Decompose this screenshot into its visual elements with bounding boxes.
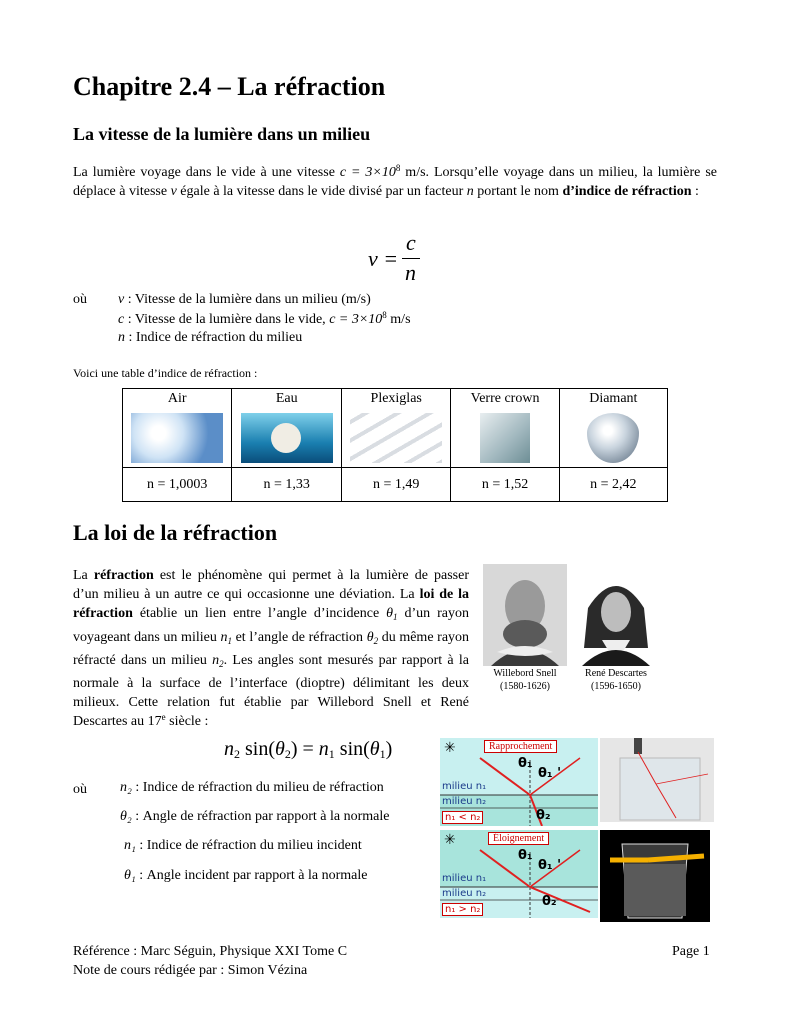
material-crown-glass: Verre crown: [451, 389, 559, 468]
laser-tank-photo: [600, 738, 714, 822]
footer-note: Note de cours rédigée par : Simon Vézina: [73, 963, 308, 978]
table-intro: Voici une table d’indice de réfraction :: [73, 366, 258, 380]
value-plexiglas: n = 1,49: [341, 468, 450, 502]
speed-formula: v = c n: [368, 232, 448, 288]
page-title: Chapitre 2.4 – La réfraction: [73, 72, 386, 101]
polar-bear-image: [241, 413, 333, 463]
refraction-diagram-departure: ✳ Éloignement θ₁ θ₁ ' milieu n₁ milieu n₂ n₁ > n₂ θ₂: [440, 830, 598, 918]
refraction-index-table: [122, 388, 668, 502]
law-def-theta1: θ₁ : Angle incident par rapport à la normale: [124, 868, 368, 883]
table-value-row: [123, 468, 668, 502]
section-heading-law: La loi de la réfraction: [73, 520, 278, 545]
def-v: v : Vitesse de la lumière dans un milieu (m/s): [118, 292, 371, 307]
value-diamond: n = 2,42: [559, 468, 667, 502]
material-diamond: Diamant: [559, 389, 667, 468]
clouds-image: [131, 413, 223, 463]
pencil-glass-photo: [600, 830, 710, 922]
svg-text:✳: ✳: [444, 832, 456, 848]
material-air: Air: [123, 389, 232, 468]
value-water: n = 1,33: [232, 468, 341, 502]
descartes-caption: René Descartes (1596-1650): [585, 668, 647, 692]
bold-term: d’indice de réfraction: [562, 184, 692, 199]
refraction-diagram-approach: ✳ Rapprochement θ₁ θ₁ ' milieu n₁ milieu n₂ n₁ < n₂ θ₂: [440, 738, 598, 826]
law-paragraph: La réfraction est le phénomène qui permet à la lumière de passer d’un milieu à un autre ce qui occasionne une déviation. La loi de la réfraction établie un lien entre l’angle d’incidence $\theta_1$ d’un rayon voyageant dans un milieu $n_1$ et l’angle de réfraction $\theta_2$ du même rayon réfracté dans un milieu $n_2$. Les angles sont mesurés par rapport à la normale à la surface de l’interface (dioptre) délimitant les deux milieux. Cette relation fut établie par Willebord Snell et René Descartes au 17e siècle :: [73, 568, 470, 730]
material-plexiglas: Plexiglas: [341, 389, 450, 468]
fraction-bar: [402, 258, 420, 259]
glass-prism-image: [480, 413, 530, 463]
def-c: c : Vitesse de la lumière dans le vide, $c = 3\times 10^8$ m/s: [118, 310, 411, 327]
material-water: Eau: [232, 389, 341, 468]
page-number: Page 1: [672, 944, 710, 959]
value-air: n = 1,0003: [123, 468, 232, 502]
approach-label: Rapprochement: [484, 740, 557, 753]
law-def-n1: n₁ : Indice de réfraction du milieu incident: [124, 838, 362, 853]
snell-portrait: [483, 564, 567, 666]
where-label: où: [73, 292, 87, 307]
footer-reference: Référence : Marc Séguin, Physique XXI Tome C: [73, 944, 348, 959]
plexiglas-rods-image: [350, 413, 442, 463]
snell-caption: Willebord Snell (1580-1626): [493, 668, 557, 692]
intro-paragraph: La lumière voyage dans le vide à une vitesse $c = 3\times 10^8$ m/s. Lorsqu’elle voyage dans un milieu, la lumière se déplace à vitesse v égale à la vitesse dans le vide divisé par un facteur n portant le nom d’indice de réfraction :: [73, 163, 717, 199]
law-def-theta2: θ₂ : Angle de réfraction par rapport à la normale: [120, 809, 390, 824]
law-def-n2: n₂ : Indice de réfraction du milieu de réfraction: [120, 780, 384, 795]
svg-text:✳: ✳: [444, 740, 456, 756]
value-crown-glass: n = 1,52: [451, 468, 559, 502]
c-value: c = 3×10: [339, 165, 396, 180]
table-header-row: [123, 389, 668, 468]
diamond-image: [587, 413, 639, 463]
law-where-label: où: [73, 782, 87, 797]
snell-law-formula: $n_2$ $\sin(\theta_2) = n_1$ $\sin(\theta_1)$: [224, 738, 393, 761]
departure-label: Éloignement: [488, 832, 549, 845]
descartes-portrait: [578, 568, 654, 666]
def-n: n : Indice de réfraction du milieu: [118, 330, 303, 345]
section-heading-speed: La vitesse de la lumière dans un milieu: [73, 124, 371, 144]
